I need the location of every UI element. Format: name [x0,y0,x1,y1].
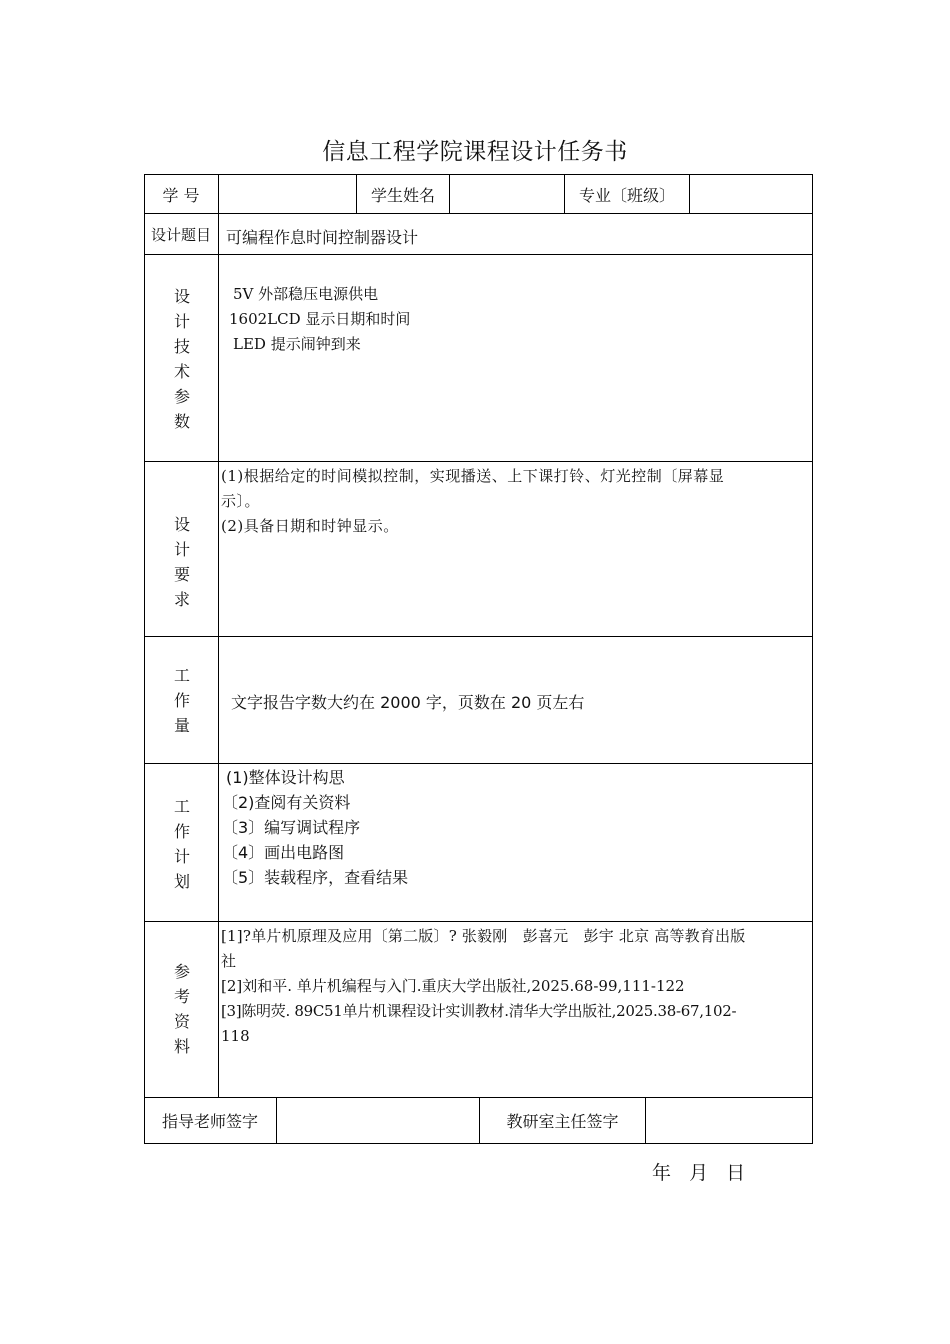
tech-param-line: 5V 外部稳压电源供电 [233,285,379,303]
reference-line: [1]?单片机原理及应用〔第二版〕? 张毅刚 彭喜元 彭宇 北京 高等教育出版 [221,927,746,945]
student-name-label: 学生姓名 [370,185,435,205]
requirements-label: 设 计 要 求 [173,515,190,609]
major-label: 专业〔班级〕 [578,185,675,205]
student-id-field [219,175,356,213]
plan-line: (1)整体设计构思 [226,768,345,787]
references-label: 参 考 资 料 [173,962,190,1056]
workload-text: 文字报告字数大约在 2000 字，页数在 20 页左右 [231,693,585,712]
major-field [690,175,812,213]
page-title: 信息工程学院课程设计任务书 [322,139,628,165]
reference-line: [3]陈明荧. 89C51单片机课程设计实训教材.清华大学出版社,2025.38-67,102- [221,1002,737,1020]
reference-line: 社 [221,952,237,970]
student-name-field [450,175,564,213]
plan-line: 〔4〕画出电路图 [222,843,345,862]
advisor-signature-field [277,1098,479,1143]
plan-line: 〔2)查阅有关资料 [222,793,351,812]
date-day: 日 [726,1162,746,1184]
plan-line: 〔3〕编写调试程序 [222,818,361,837]
tech-params-label: 设 计 技 术 参 数 [173,287,190,431]
topic-label: 设计题目 [150,225,211,244]
tech-param-line: LED 提示闹钟到来 [233,335,361,353]
plan-label: 工 作 计 划 [173,797,190,891]
director-signature-field [646,1098,812,1143]
requirements-content [221,464,811,539]
student-id-label: 学 号 [162,185,200,205]
advisor-signature-label: 指导老师签字 [161,1112,258,1131]
reference-line: 118 [221,1027,250,1045]
date-line [652,1158,757,1185]
plan-content [222,765,408,890]
date-month: 月 [689,1162,709,1184]
date-year: 年 [652,1162,672,1184]
reference-line: [2]刘和平. 单片机编程与入门.重庆大学出版社,2025.68-99,111-122 [221,977,685,995]
requirement-line: (1)根据给定的时间模拟控制，实现播送、上下课打铃、灯光控制〔屏幕显 [221,467,725,485]
tech-params-content [229,282,410,357]
requirement-line: 示〕。 [221,492,261,510]
plan-line: 〔5〕装载程序，查看结果 [222,868,409,887]
tech-param-line: 1602LCD 显示日期和时间 [229,310,411,328]
workload-label: 工 作 量 [173,666,190,735]
director-signature-label: 教研室主任签字 [506,1112,619,1131]
topic-value: 可编程作息时间控制器设计 [226,228,419,247]
requirement-line: (2)具备日期和时钟显示。 [221,517,399,535]
references-content [221,924,811,1049]
